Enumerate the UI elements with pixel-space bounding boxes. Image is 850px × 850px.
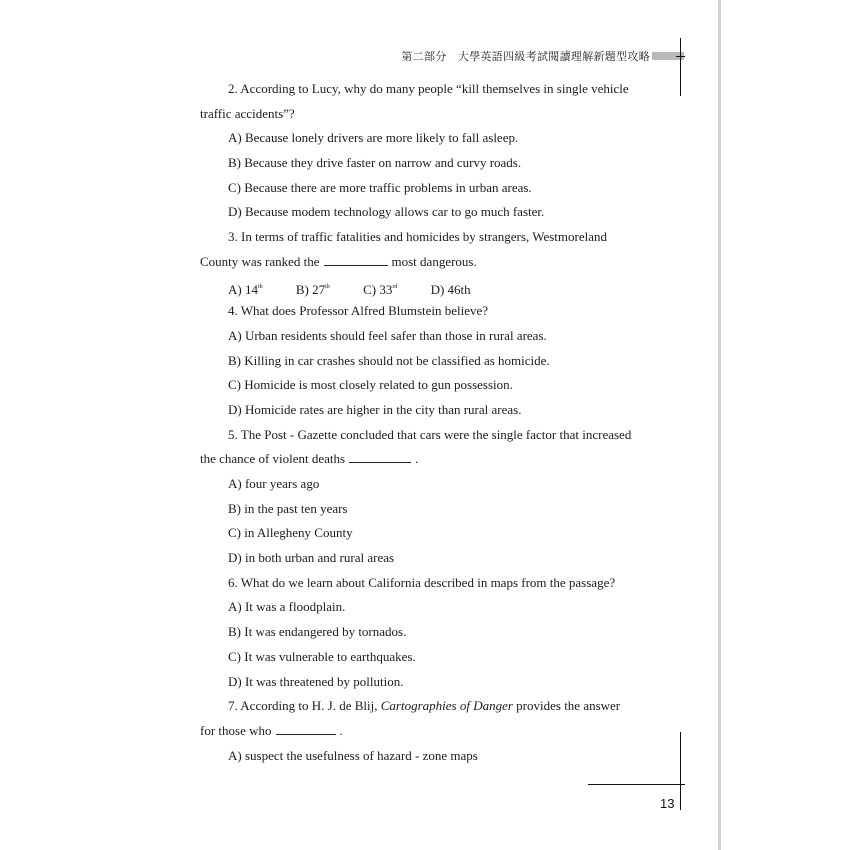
question-5-stem-line1: 5. The Post - Gazette concluded that cars were the single factor that increased: [228, 426, 632, 442]
question-7-option-a: A) suspect the usefulness of hazard - zone maps: [228, 747, 478, 763]
question-3-option-b: B) 27th: [295, 281, 330, 297]
answer-blank: [349, 450, 411, 463]
question-2-option-c: C) Because there are more traffic problems in urban areas.: [228, 179, 532, 195]
question-3-stem-line1: 3. In terms of traffic fatalities and homicides by strangers, Westmoreland: [228, 229, 607, 245]
book-title: Cartographies of Danger: [380, 698, 513, 714]
question-7-stem-text-end: .: [339, 722, 343, 738]
question-5-stem-text-end: .: [415, 451, 419, 467]
question-2-option-b: B) Because they drive faster on narrow and curvy roads.: [228, 155, 522, 171]
question-6-option-d: D) It was threatened by pollution.: [228, 673, 404, 689]
question-4-option-b: B) Killing in car crashes should not be classified as homicide.: [228, 352, 550, 368]
question-5-stem-text: the chance of violent deaths: [200, 451, 346, 467]
question-7-stem-line2: [200, 719, 650, 744]
page-edge-shadow: [718, 0, 721, 850]
question-3-stem-text: County was ranked the: [200, 253, 320, 269]
header-vertical-rule: [680, 38, 681, 96]
header-tick-mark: [676, 56, 685, 57]
question-6-option-b: B) It was endangered by tornados.: [228, 624, 407, 640]
question-4-option-d: D) Homicide rates are higher in the city than rural areas.: [228, 401, 522, 417]
question-4-option-c: C) Homicide is most closely related to gun possession.: [228, 377, 513, 393]
question-3-stem-text-end: most dangerous.: [391, 253, 477, 269]
footer-horizontal-rule: [588, 784, 685, 785]
question-4-option-a: A) Urban residents should feel safer than those in rural areas.: [228, 327, 547, 343]
question-3-option-c: C) 33rd: [363, 281, 398, 297]
question-3-option-d: D) 46th: [430, 281, 471, 297]
running-header: 第二部分 大學英語四級考試閱讀理解新題型攻略: [401, 50, 650, 63]
answer-blank: [324, 253, 388, 266]
page-number: 13: [660, 796, 675, 811]
question-5-option-d: D) in both urban and rural areas: [228, 550, 395, 566]
question-text-block: [200, 77, 650, 768]
question-7-stem-text: for those who: [200, 722, 272, 738]
footer-vertical-rule: [680, 732, 681, 810]
question-5-option-c: C) in Allegheny County: [228, 525, 353, 541]
question-4-stem: 4. What does Professor Alfred Blumstein believe?: [228, 303, 489, 319]
question-2-stem-line1: 2. According to Lucy, why do many people “kill themselves in single vehicle: [228, 81, 629, 96]
question-3-option-a: A) 14th: [228, 281, 263, 297]
question-6-stem: 6. What do we learn about California described in maps from the passage?: [228, 574, 616, 590]
question-6-option-a: A) It was a floodplain.: [228, 599, 346, 615]
question-7-stem-line1: 7. According to H. J. de Blij, Cartographies of Danger provides the answer: [228, 698, 621, 714]
answer-blank: [276, 722, 336, 735]
question-5-stem-line2: [200, 447, 650, 472]
question-2-stem-line2: traffic accidents”?: [200, 105, 295, 121]
question-2-option-a: A) Because lonely drivers are more likely to fall asleep.: [228, 130, 519, 146]
question-2-option-d: D) Because modem technology allows car to go much faster.: [228, 204, 545, 220]
question-3-stem-line2: [200, 250, 650, 275]
question-5-option-b: B) in the past ten years: [228, 500, 348, 516]
question-5-option-a: A) four years ago: [228, 476, 320, 491]
question-6-option-c: C) It was vulnerable to earthquakes.: [228, 648, 416, 664]
question-3-options-row: [200, 275, 650, 300]
